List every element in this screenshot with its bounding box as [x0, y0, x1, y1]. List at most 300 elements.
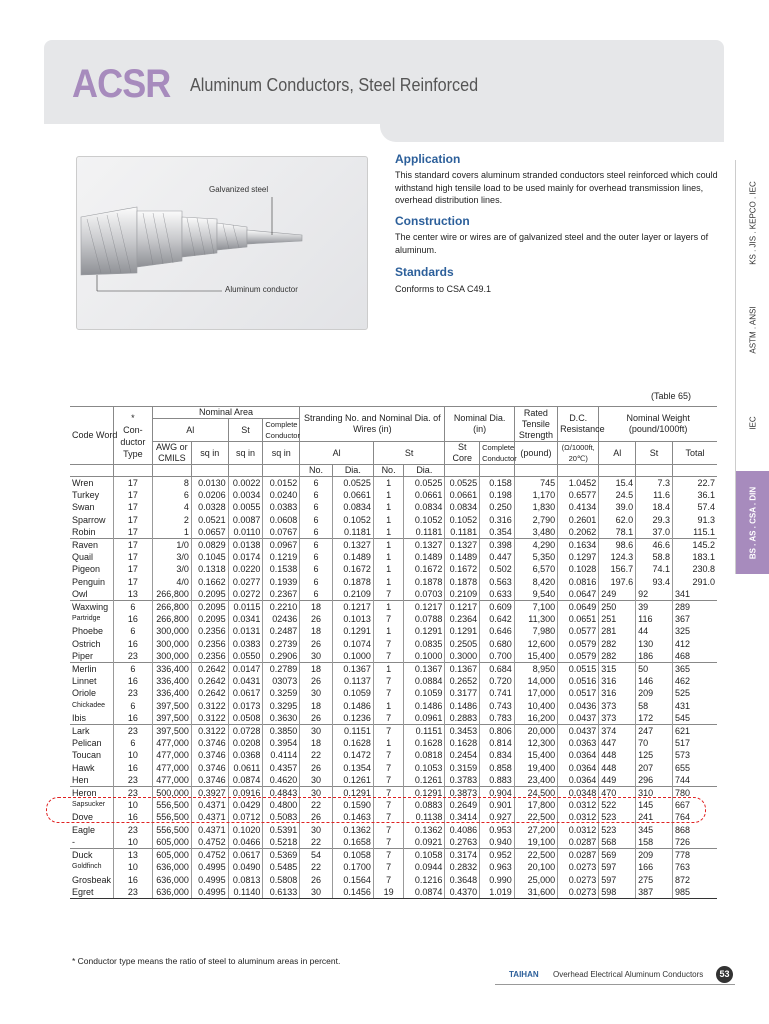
- table-row: [70, 613, 717, 625]
- table-cell: 0.2642: [191, 675, 228, 687]
- code-word-cell: Piper: [72, 650, 94, 661]
- table-cell: 7: [373, 836, 403, 849]
- table-cell: 291.0: [672, 576, 717, 588]
- table-cell: 0.2906: [263, 650, 300, 663]
- table-cell: 18: [300, 625, 333, 637]
- code-word-cell: Hen: [72, 774, 89, 785]
- table-cell: 0.2356: [191, 638, 228, 650]
- table-cell: 0.0703: [404, 588, 445, 601]
- table-cell: 241: [636, 811, 673, 823]
- table-cell: 7: [373, 725, 403, 738]
- table-cell: 0.1138: [404, 811, 445, 823]
- table-cell: 230.8: [672, 563, 717, 575]
- table-cell: 0.0818: [404, 749, 445, 761]
- table-cell: 568: [599, 836, 636, 849]
- table-cell: 0.1261: [404, 774, 445, 787]
- table-row: [70, 588, 717, 601]
- table-cell: 0.2062: [558, 526, 599, 539]
- table-cell: 1: [373, 700, 403, 712]
- section-title-construction: Construction: [395, 214, 470, 228]
- table-cell: 78.1: [599, 526, 636, 539]
- table-cell: 17: [113, 539, 152, 552]
- table-cell: 655: [672, 762, 717, 774]
- table-cell: 336,400: [152, 675, 191, 687]
- table-cell: 0.1367: [332, 663, 373, 676]
- table-cell: 0.0431: [228, 675, 263, 687]
- table-cell: 605,000: [152, 836, 191, 849]
- table-cell: 431: [672, 700, 717, 712]
- section-title-standards: Standards: [395, 265, 454, 279]
- table-cell: 0.0429: [228, 799, 263, 811]
- table-cell: 449: [599, 774, 636, 787]
- table-cell: 397,500: [152, 712, 191, 725]
- table-cell: 636,000: [152, 886, 191, 899]
- table-cell: 0.3122: [191, 725, 228, 738]
- table-cell: 0.642: [480, 613, 515, 625]
- table-row: [70, 663, 717, 676]
- table-cell: 92: [636, 588, 673, 601]
- code-word-cell: Pelican: [72, 738, 102, 749]
- table-cell: 0.3630: [263, 712, 300, 725]
- table-cell: 6,570: [514, 563, 557, 575]
- table-cell: 0.3746: [191, 737, 228, 749]
- table-cell: 0.1140: [228, 886, 263, 899]
- table-cell: 22: [300, 836, 333, 849]
- table-cell: 17: [113, 501, 152, 513]
- table-cell: 0.2739: [263, 638, 300, 650]
- table-cell: 12,300: [514, 737, 557, 749]
- table-cell: 523: [599, 811, 636, 823]
- table-cell: 7: [373, 712, 403, 725]
- table-cell: 2,790: [514, 514, 557, 526]
- table-cell: 0.4114: [263, 749, 300, 761]
- table-cell: 0.0312: [558, 824, 599, 836]
- table-cell: 16: [113, 675, 152, 687]
- table-cell: 0.0022: [228, 477, 263, 490]
- code-word-cell: Merlin: [70, 663, 113, 676]
- table-cell: 62.0: [599, 514, 636, 526]
- code-word-cell: Sapsucker: [72, 801, 106, 809]
- table-cell: 1: [373, 625, 403, 637]
- table-cell: 316: [599, 675, 636, 687]
- table-body: [70, 477, 717, 899]
- table-cell: 780: [672, 787, 717, 800]
- table-cell: 0.1216: [404, 874, 445, 886]
- table-cell: 17: [113, 563, 152, 575]
- table-cell: 158: [636, 836, 673, 849]
- table-cell: 597: [599, 861, 636, 873]
- table-cell: 0.963: [480, 861, 515, 873]
- table-cell: 0.680: [480, 638, 515, 650]
- table-cell: 0.563: [480, 576, 515, 588]
- table-cell: 0.0206: [191, 489, 228, 501]
- table-cell: 0.2095: [191, 613, 228, 625]
- table-cell: 183.1: [672, 551, 717, 563]
- table-cell: 93.4: [636, 576, 673, 588]
- table-cell: 0.0617: [228, 849, 263, 862]
- table-cell: 0.1181: [404, 526, 445, 539]
- table-cell: 10: [113, 799, 152, 811]
- table-cell: 266,800: [152, 601, 191, 614]
- table-cell: 0.1297: [558, 551, 599, 563]
- section-text-standards: Conforms to CSA C49.1: [395, 284, 492, 294]
- table-cell: 0.990: [480, 874, 515, 886]
- table-cell: 0.1878: [445, 576, 480, 588]
- table-cell: 0.1327: [445, 539, 480, 552]
- table-cell: 0.858: [480, 762, 515, 774]
- table-cell: 0.2095: [191, 588, 228, 601]
- table-cell: 31,600: [514, 886, 557, 899]
- table-cell: 0.646: [480, 625, 515, 637]
- side-tab-astm-ansi[interactable]: ASTM . ANSI: [735, 285, 769, 375]
- side-tab-bs-as-csa-din[interactable]: BS . AS . CSA . DIN: [735, 471, 769, 574]
- table-cell: 0.0364: [558, 774, 599, 787]
- table-cell: 0.3174: [445, 849, 480, 862]
- code-word-cell: Penguin: [72, 576, 106, 587]
- table-cell: 16: [113, 613, 152, 625]
- table-cell: 0.4620: [263, 774, 300, 787]
- table-cell: 1: [373, 737, 403, 749]
- table-cell: 0.0874: [404, 886, 445, 899]
- table-cell: 0.3122: [191, 712, 228, 725]
- table-cell: 17: [113, 477, 152, 490]
- table-row: [70, 849, 717, 862]
- table-cell: 6: [300, 514, 333, 526]
- table-cell: 8,420: [514, 576, 557, 588]
- table-cell: 0.354: [480, 526, 515, 539]
- table-cell: 0.1362: [332, 824, 373, 836]
- table-cell: 7.3: [636, 477, 673, 490]
- table-cell: 14,000: [514, 675, 557, 687]
- table-cell: 0.609: [480, 601, 515, 614]
- header-stranding: Stranding No. and Nominal Dia. of Wires (in): [300, 407, 445, 442]
- table-cell: 0.0273: [558, 874, 599, 886]
- table-cell: 0.1217: [332, 601, 373, 614]
- table-cell: 1,830: [514, 501, 557, 513]
- header-al: Al: [152, 419, 228, 442]
- table-cell: 1.019: [480, 886, 515, 899]
- table-cell: 10,400: [514, 700, 557, 712]
- table-cell: 197.6: [599, 576, 636, 588]
- table-cell: 0.0287: [558, 849, 599, 862]
- table-cell: 0.0277: [228, 576, 263, 588]
- table-cell: 0.0712: [228, 811, 263, 823]
- table-cell: 0.1291: [404, 625, 445, 637]
- table-cell: 7: [373, 588, 403, 601]
- header-awg-cmils: AWG or CMILS: [152, 442, 191, 465]
- table-cell: 0.1878: [404, 576, 445, 588]
- table-cell: 6: [300, 539, 333, 552]
- table-cell: 26: [300, 762, 333, 774]
- conductor-drawing: [77, 157, 367, 329]
- table-cell: 0.0173: [228, 700, 263, 712]
- table-cell: 778: [672, 849, 717, 862]
- table-cell: 20,100: [514, 861, 557, 873]
- table-cell: 0.1013: [332, 613, 373, 625]
- table-cell: 0.0834: [445, 501, 480, 513]
- table-cell: 0.4752: [191, 836, 228, 849]
- table-cell: 18: [300, 700, 333, 712]
- table-cell: 275: [636, 874, 673, 886]
- table-cell: 7,980: [514, 625, 557, 637]
- code-word-cell: Swan: [72, 502, 95, 513]
- table-cell: 24.5: [599, 489, 636, 501]
- table-cell: 0.0525: [445, 477, 480, 490]
- label-galvanized-steel: Galvanized steel: [209, 185, 269, 194]
- table-cell: 9,540: [514, 588, 557, 601]
- code-word-cell: Chickadee: [72, 701, 106, 709]
- table-cell: 477,000: [152, 737, 191, 749]
- table-cell: 7,100: [514, 601, 557, 614]
- side-tab-ks-jis-kepco-iec[interactable]: KS . JIS . KEPCO . IEC: [735, 160, 769, 285]
- code-word-cell: Robin: [72, 526, 96, 537]
- table-cell: 0.0131: [228, 625, 263, 637]
- table-cell: 0.2883: [445, 712, 480, 725]
- code-word-cell: Hawk: [72, 762, 95, 773]
- table-cell: 0.0647: [558, 588, 599, 601]
- table-cell: 0.398: [480, 539, 515, 552]
- table-cell: 0.1236: [332, 712, 373, 725]
- table-cell: 1: [373, 539, 403, 552]
- table-row: [70, 563, 717, 575]
- table-cell: 4/0: [152, 576, 191, 588]
- table-cell: 3/0: [152, 563, 191, 575]
- table-cell: 247: [636, 725, 673, 738]
- table-cell: 6: [300, 501, 333, 513]
- table-cell: 0.0916: [228, 787, 263, 800]
- header-weight-al: Al: [599, 442, 636, 465]
- table-cell: 4,290: [514, 539, 557, 552]
- highlight-hawk-row: [46, 797, 706, 823]
- table-cell: 16: [113, 638, 152, 650]
- table-cell: 25,000: [514, 874, 557, 886]
- table-cell: 597: [599, 874, 636, 886]
- table-cell: 6: [152, 489, 191, 501]
- table-cell: 7: [373, 749, 403, 761]
- table-cell: 7: [373, 613, 403, 625]
- table-cell: 0.1059: [404, 687, 445, 699]
- table-cell: 18: [300, 737, 333, 749]
- table-cell: 0.0661: [404, 489, 445, 501]
- table-cell: 726: [672, 836, 717, 849]
- table-cell: 6: [300, 477, 333, 490]
- header-al-sq-in: sq in: [191, 442, 228, 465]
- code-word-cell: Duck: [70, 849, 113, 862]
- table-cell: 10: [113, 836, 152, 849]
- table-cell: 22,500: [514, 849, 557, 862]
- code-word-cell: Ibis: [72, 712, 87, 723]
- table-cell: 1: [373, 489, 403, 501]
- table-cell: 1: [373, 551, 403, 563]
- table-cell: 0.1058: [332, 849, 373, 862]
- table-cell: 0.4086: [445, 824, 480, 836]
- table-cell: 12,600: [514, 638, 557, 650]
- table-cell: 0.0466: [228, 836, 263, 849]
- table-cell: 0.0834: [404, 501, 445, 513]
- table-cell: 0.1217: [404, 601, 445, 614]
- table-cell: 20,000: [514, 725, 557, 738]
- table-cell: 17: [113, 551, 152, 563]
- header-st-dia: Dia.: [404, 465, 445, 477]
- code-word-cell: Sparrow: [72, 514, 106, 525]
- table-cell: 0.4995: [191, 886, 228, 899]
- table-cell: 0.700: [480, 650, 515, 663]
- table-cell: 0.2109: [445, 588, 480, 601]
- table-cell: 23,400: [514, 774, 557, 787]
- table-row: [70, 526, 717, 539]
- code-word-cell: Waxwing: [70, 601, 113, 614]
- table-cell: 0.2487: [263, 625, 300, 637]
- table-cell: 1: [373, 501, 403, 513]
- table-cell: 30: [300, 687, 333, 699]
- code-word-cell: Phoebe: [72, 626, 104, 637]
- code-word-cell: Turkey: [72, 490, 100, 501]
- table-cell: 44: [636, 625, 673, 637]
- table-cell: 0.0611: [228, 762, 263, 774]
- code-word-cell: Raven: [70, 539, 113, 552]
- table-cell: 0.2210: [263, 601, 300, 614]
- code-word-cell: Linnet: [72, 676, 97, 687]
- table-cell: 0.0312: [558, 811, 599, 823]
- footer-brand: TAIHAN: [509, 970, 539, 979]
- table-cell: 0.0363: [558, 737, 599, 749]
- table-cell: 6: [113, 663, 152, 676]
- table-cell: 0.4800: [263, 799, 300, 811]
- table-cell: 11,300: [514, 613, 557, 625]
- table-cell: 667: [672, 799, 717, 811]
- table-cell: 17: [113, 489, 152, 501]
- table-cell: 0.1700: [332, 861, 373, 873]
- table-cell: 0.3295: [263, 700, 300, 712]
- table-cell: 0.2505: [445, 638, 480, 650]
- header-weight-total: Total: [672, 442, 717, 465]
- table-cell: 500,000: [152, 787, 191, 800]
- table-cell: 0.0874: [228, 774, 263, 787]
- table-cell: 5,350: [514, 551, 557, 563]
- header-dc-resistance: D.C. Resistance: [558, 407, 599, 442]
- table-cell: 0.5218: [263, 836, 300, 849]
- table-cell: 545: [672, 712, 717, 725]
- table-cell: 0.1878: [332, 576, 373, 588]
- table-cell: 30: [300, 824, 333, 836]
- table-cell: 0.2642: [191, 663, 228, 676]
- table-cell: 868: [672, 824, 717, 836]
- page-number: 53: [716, 966, 733, 983]
- table-cell: 0.0383: [263, 501, 300, 513]
- table-cell: 0.0651: [558, 613, 599, 625]
- table-cell: 282: [599, 650, 636, 663]
- table-cell: 0.2649: [445, 799, 480, 811]
- side-tab-iec[interactable]: IEC: [735, 375, 769, 471]
- header-st-no: No.: [373, 465, 403, 477]
- table-cell: 7: [373, 687, 403, 699]
- header-st: St: [228, 419, 263, 442]
- table-cell: 0.6577: [558, 489, 599, 501]
- table-cell: 15,400: [514, 749, 557, 761]
- table-row: [70, 762, 717, 774]
- table-cell: 2: [152, 514, 191, 526]
- table-row: [70, 576, 717, 588]
- table-cell: 23: [113, 725, 152, 738]
- table-cell: 0.4371: [191, 811, 228, 823]
- code-word-cell: Heron: [70, 787, 113, 800]
- table-cell: 0.0383: [228, 638, 263, 650]
- table-cell: 0.0130: [191, 477, 228, 490]
- table-cell: 0.3177: [445, 687, 480, 699]
- header-al-dia: Dia.: [332, 465, 373, 477]
- table-cell: 0.0508: [228, 712, 263, 725]
- table-cell: 0.0577: [558, 625, 599, 637]
- table-cell: 23: [113, 650, 152, 663]
- table-cell: 0.2356: [191, 625, 228, 637]
- table-cell: 1: [373, 526, 403, 539]
- table-cell: 249: [599, 588, 636, 601]
- table-cell: 0.2642: [191, 687, 228, 699]
- table-cell: 115.1: [672, 526, 717, 539]
- table-cell: 0.2652: [445, 675, 480, 687]
- table-row: [70, 886, 717, 899]
- table-cell: 517: [672, 737, 717, 749]
- table-cell: 0.0516: [558, 675, 599, 687]
- table-cell: 02436: [263, 613, 300, 625]
- table-cell: 0.0661: [445, 489, 480, 501]
- table-cell: 0.1151: [404, 725, 445, 738]
- table-cell: 0.0521: [191, 514, 228, 526]
- table-cell: 172: [636, 712, 673, 725]
- table-cell: 296: [636, 774, 673, 787]
- table-cell: 37.0: [636, 526, 673, 539]
- table-cell: 0.2789: [263, 663, 300, 676]
- table-cell: 0.1590: [332, 799, 373, 811]
- table-cell: 0.1045: [191, 551, 228, 563]
- header-complete-sq-in: sq in: [263, 442, 300, 465]
- table-cell: 17: [113, 526, 152, 539]
- table-cell: 0.5369: [263, 849, 300, 862]
- section-text-construction: The center wire or wires are of galvanized steel and the outer layer or layers of aluminum.: [395, 232, 709, 255]
- table-cell: 0.1000: [332, 650, 373, 663]
- table-cell: 0.1658: [332, 836, 373, 849]
- table-cell: 0.1672: [332, 563, 373, 575]
- table-cell: 19,100: [514, 836, 557, 849]
- table-cell: 374: [599, 725, 636, 738]
- table-cell: 0.806: [480, 725, 515, 738]
- table-cell: 0.0437: [558, 712, 599, 725]
- header-complete-conductor-dia: Complete Conductor: [480, 442, 515, 465]
- table-cell: 0.0525: [332, 477, 373, 490]
- code-word-cell: Dove: [72, 812, 94, 823]
- table-row: [70, 749, 717, 761]
- table-cell: 0.4357: [263, 762, 300, 774]
- table-cell: 0.3259: [263, 687, 300, 699]
- table-cell: 0.3453: [445, 725, 480, 738]
- table-cell: 0.1052: [332, 514, 373, 526]
- table-cell: 0.1052: [445, 514, 480, 526]
- table-cell: 0.1291: [332, 625, 373, 637]
- table-cell: 74.1: [636, 563, 673, 575]
- table-cell: 0.3414: [445, 811, 480, 823]
- table-cell: 0.447: [480, 551, 515, 563]
- table-cell: 0.0364: [558, 762, 599, 774]
- table-cell: 29.3: [636, 514, 673, 526]
- table-cell: 58.8: [636, 551, 673, 563]
- table-cell: 0.952: [480, 849, 515, 862]
- code-word-cell: Oriole: [72, 688, 97, 699]
- table-cell: 17,800: [514, 799, 557, 811]
- table-cell: 209: [636, 687, 673, 699]
- table-cell: 605,000: [152, 849, 191, 862]
- table-cell: 130: [636, 638, 673, 650]
- table-cell: 6: [113, 737, 152, 749]
